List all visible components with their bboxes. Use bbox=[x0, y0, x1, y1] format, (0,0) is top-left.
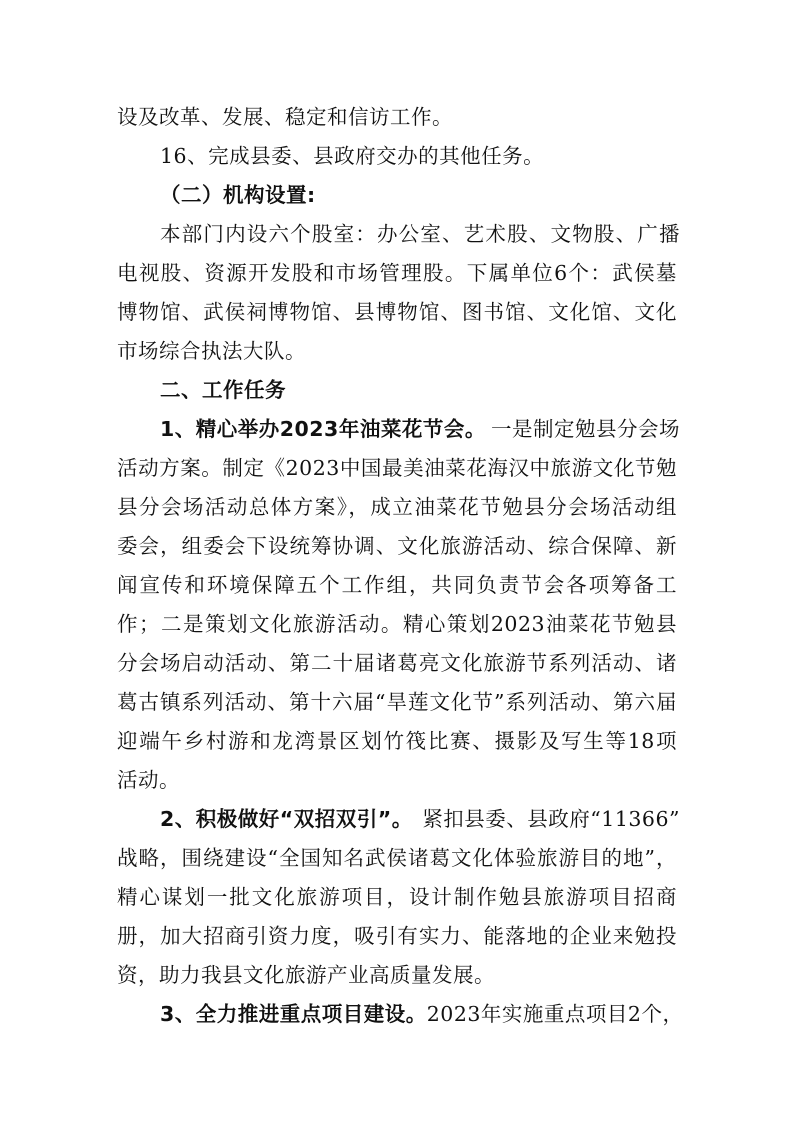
paragraph-line: 活动方案。制定《2023中国最美油菜花海汉中旅游文化节勉 bbox=[117, 456, 677, 480]
task1-heading: 1、精心举办2023年油菜花节会。 bbox=[160, 417, 486, 441]
task3-text-start: 2023年实施重点项目2个， bbox=[426, 1002, 684, 1026]
list-item-16: 16、完成县委、县政府交办的其他任务。 bbox=[160, 144, 545, 168]
task2-text-start: 紧扣县委、县政府“11366” bbox=[422, 807, 680, 831]
paragraph-line: 活动。 bbox=[117, 768, 180, 792]
task3-first-line bbox=[160, 999, 684, 1029]
paragraph-line: 作；二是策划文化旅游活动。精心策划2023油菜花节勉县 bbox=[117, 612, 677, 636]
paragraph-line: 闻宣传和环境保障五个工作组，共同负责节会各项筹备工 bbox=[117, 573, 677, 597]
paragraph-line: 电视股、资源开发股和市场管理股。下属单位6个：武侯墓 bbox=[117, 261, 677, 285]
paragraph-line: 分会场启动活动、第二十届诸葛亮文化旅游节系列活动、诸 bbox=[117, 651, 677, 675]
task2-heading: 2、积极做好“双招双引”。 bbox=[160, 807, 413, 831]
paragraph-line: 资，助力我县文化旅游产业高质量发展。 bbox=[117, 963, 495, 987]
section-heading-org: （二）机构设置: bbox=[160, 183, 316, 207]
paragraph-line: 委会，组委会下设统筹协调、文化旅游活动、综合保障、新 bbox=[117, 534, 677, 558]
paragraph-line: 本部门内设六个股室：办公室、艺术股、文物股、广播 bbox=[160, 222, 680, 246]
paragraph-line: 设及改革、发展、稳定和信访工作。 bbox=[117, 105, 453, 129]
paragraph-line: 博物馆、武侯祠博物馆、县博物馆、图书馆、文化馆、文化 bbox=[117, 300, 677, 324]
task3-heading: 3、全力推进重点项目建设。 bbox=[160, 1002, 427, 1026]
paragraph-line: 战略，围绕建设“全国知名武侯诸葛文化体验旅游目的地”， bbox=[117, 846, 677, 870]
task1-first-line bbox=[160, 414, 680, 444]
paragraph-line: 葛古镇系列活动、第十六届“旱莲文化节”系列活动、第六届 bbox=[117, 690, 677, 714]
paragraph-line: 市场综合执法大队。 bbox=[117, 339, 306, 363]
paragraph-line: 县分会场活动总体方案》，成立油菜花节勉县分会场活动组 bbox=[117, 495, 677, 519]
paragraph-line: 册，加大招商引资力度，吸引有实力、能落地的企业来勉投 bbox=[117, 924, 677, 948]
paragraph-line: 迎端午乡村游和龙湾景区划竹筏比赛、摄影及写生等18项 bbox=[117, 729, 677, 753]
paragraph-line: 精心谋划一批文化旅游项目，设计制作勉县旅游项目招商 bbox=[117, 885, 677, 909]
task1-text-start: 一是制定勉县分会场 bbox=[491, 417, 680, 441]
section-heading-tasks: 二、工作任务 bbox=[160, 378, 286, 402]
task2-first-line bbox=[160, 804, 680, 834]
